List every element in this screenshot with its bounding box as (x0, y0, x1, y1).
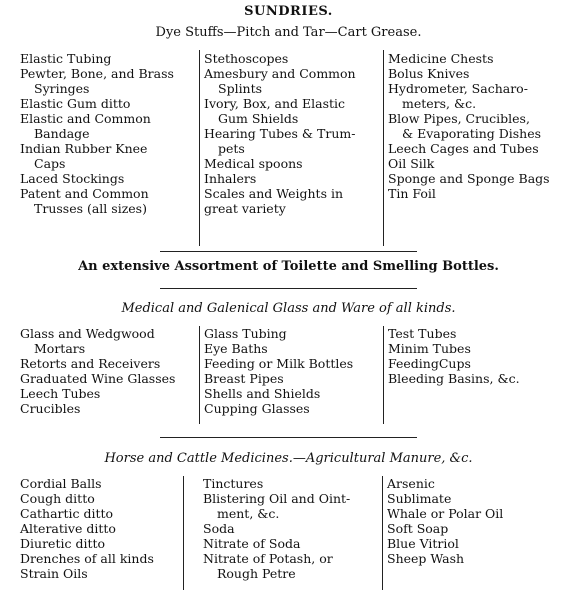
list-item: pets (218, 141, 245, 156)
list-item: Cordial Balls (20, 476, 102, 491)
list-item: Laced Stockings (20, 171, 125, 186)
list-item: Tin Foil (388, 186, 436, 201)
sundries-column-1 (20, 51, 196, 216)
page-subtitle: Dye Stuffs—Pitch and Tar—Cart Grease. (155, 25, 422, 40)
list-item: Pewter, Bone, and Brass (20, 66, 174, 81)
list-item: Bleeding Basins, &c. (388, 371, 520, 386)
list-item: Medical spoons (204, 156, 303, 171)
list-item: Sponge and Sponge Bags (388, 171, 550, 186)
list-item: & Evaporating Dishes (402, 126, 542, 141)
list-item: great variety (204, 201, 286, 216)
list-item: Test Tubes (388, 326, 457, 341)
list-item: Retorts and Receivers (20, 356, 161, 371)
list-item: Drenches of all kinds (20, 551, 154, 566)
list-item: Cough ditto (20, 491, 95, 506)
list-item: Bolus Knives (388, 66, 470, 81)
list-item: Soft Soap (387, 521, 449, 536)
list-item: Leech Tubes (20, 386, 101, 401)
list-item: Oil Silk (388, 156, 435, 171)
list-item: ment, &c. (217, 506, 280, 521)
banner-text: An extensive Assortment of Toilette and Smelling Bottles. (78, 259, 499, 274)
list-item: Tinctures (203, 476, 264, 491)
list-item: Leech Cages and Tubes (388, 141, 539, 156)
list-item: Cathartic ditto (20, 506, 114, 521)
list-item: Cupping Glasses (204, 401, 310, 416)
glass-column-3 (388, 326, 573, 386)
column-divider (199, 50, 200, 246)
section-rule (160, 288, 417, 289)
list-item: Bandage (34, 126, 90, 141)
list-item: Patent and Common (20, 186, 149, 201)
list-item: Breast Pipes (204, 371, 284, 386)
list-item: Diuretic ditto (20, 536, 106, 551)
list-item: Indian Rubber Knee (20, 141, 148, 156)
column-divider (383, 50, 384, 246)
list-item: Glass Tubing (204, 326, 287, 341)
list-item: Gum Shields (218, 111, 299, 126)
list-item: Nitrate of Potash, or (203, 551, 333, 566)
list-item: Sheep Wash (387, 551, 465, 566)
list-item: Arsenic (387, 476, 435, 491)
list-item: Glass and Wedgwood (20, 326, 155, 341)
list-item: Crucibles (20, 401, 81, 416)
list-item: FeedingCups (388, 356, 471, 371)
page-title: SUNDRIES. (244, 4, 333, 19)
list-item: Whale or Polar Oil (387, 506, 504, 521)
list-item: Hearing Tubes & Trum- (204, 126, 356, 141)
list-item: Splints (218, 81, 263, 96)
column-divider (199, 326, 200, 424)
list-item: Mortars (34, 341, 86, 356)
section-heading-horse: Horse and Cattle Medicines.—Agricultural Manure, &c. (104, 451, 473, 466)
list-item: Blue Vitriol (387, 536, 459, 551)
sundries-column-3 (388, 51, 573, 201)
list-item: Trusses (all sizes) (34, 201, 147, 216)
list-item: Graduated Wine Glasses (20, 371, 176, 386)
section-heading-glass: Medical and Galenical Glass and Ware of all kinds. (121, 301, 456, 316)
list-item: meters, &c. (402, 96, 477, 111)
column-divider (382, 476, 383, 590)
list-item: Amesbury and Common (204, 66, 356, 81)
list-item: Elastic Gum ditto (20, 96, 131, 111)
glass-column-1 (20, 326, 196, 416)
list-item: Medicine Chests (388, 51, 494, 66)
glass-column-2 (204, 326, 380, 416)
list-item: Blow Pipes, Crucibles, (388, 111, 530, 126)
section-rule (160, 251, 417, 252)
list-item: Blistering Oil and Oint- (203, 491, 351, 506)
list-item: Elastic and Common (20, 111, 151, 126)
list-item: Shells and Shields (204, 386, 321, 401)
column-divider (383, 326, 384, 424)
list-item: Minim Tubes (388, 341, 471, 356)
list-item: Alterative ditto (20, 521, 116, 536)
horse-column-2 (203, 476, 379, 581)
horse-column-3 (387, 476, 573, 566)
list-item: Ivory, Box, and Elastic (204, 96, 346, 111)
list-item: Rough Petre (217, 566, 296, 581)
list-item: Inhalers (204, 171, 257, 186)
list-item: Caps (34, 156, 66, 171)
list-item: Syringes (34, 81, 90, 96)
list-item: Strain Oils (20, 566, 88, 581)
column-divider (183, 476, 184, 590)
list-item: Elastic Tubing (20, 51, 112, 66)
list-item: Feeding or Milk Bottles (204, 356, 354, 371)
list-item: Stethoscopes (204, 51, 289, 66)
list-item: Hydrometer, Sacharo- (388, 81, 528, 96)
horse-column-1 (20, 476, 180, 581)
list-item: Sublimate (387, 491, 452, 506)
list-item: Eye Baths (204, 341, 268, 356)
list-item: Soda (203, 521, 235, 536)
section-rule (160, 437, 417, 438)
list-item: Scales and Weights in (204, 186, 344, 201)
sundries-column-2 (204, 51, 380, 216)
list-item: Nitrate of Soda (203, 536, 301, 551)
